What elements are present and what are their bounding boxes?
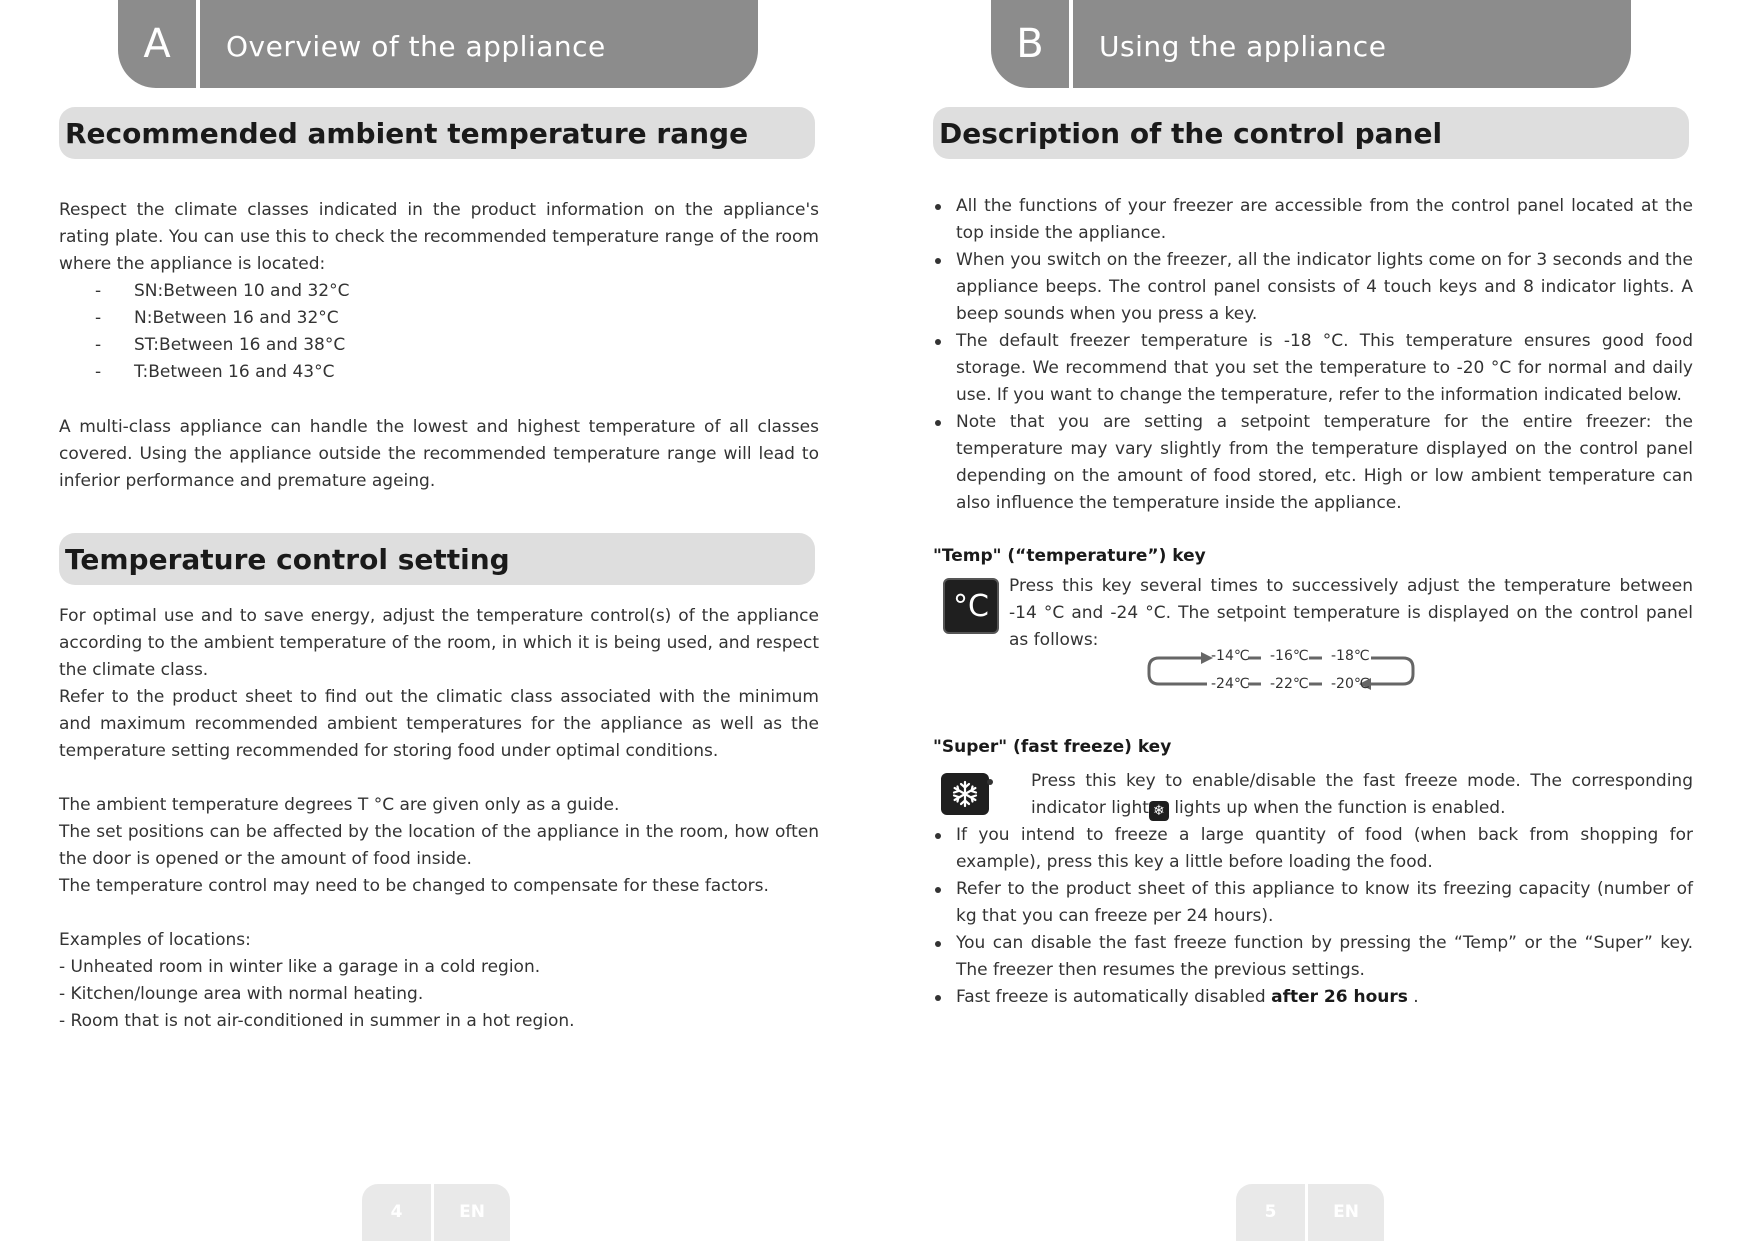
bullet-item <box>985 768 1693 822</box>
heading-control-panel: Description of the control panel <box>933 107 1689 159</box>
cycle-temp-minus-20: -20℃ <box>1331 676 1370 692</box>
cycle-temp-minus-16: -16℃ <box>1270 648 1309 664</box>
super-key-title: "Super" (fast freeze) key <box>933 737 1172 757</box>
cycle-temp-minus-24: -24℃ <box>1211 676 1250 692</box>
bullet-item: If you intend to freeze a large quantity of food (when back from shopping for example), press this key a little before loading the food. <box>933 822 1693 876</box>
climate-class-item: - SN:Between 10 and 32°C <box>59 278 819 305</box>
cycle-temp-minus-18: -18℃ <box>1331 648 1370 664</box>
guide-line: The set positions can be affected by the location of the appliance in the room, how often the door is opened or the amount of food inside. <box>59 822 819 869</box>
bullet-item <box>933 984 1693 1011</box>
bullet-item: You can disable the fast freeze function by pressing the “Temp” or the “Super” key. The freezer then resumes the previous settings. <box>933 930 1693 984</box>
control-paragraph-2: Refer to the product sheet to find out the climatic class associated with the minimum and maximum recommended ambient temperatures for the appliance as well as the temperature setting recommended for storing food under optimal conditions. <box>59 687 819 761</box>
page-number: 5 <box>1236 1184 1308 1241</box>
temp-key-description: Press this key several times to successively adjust the temperature between -14 °C and -24 °C. The setpoint temperature is displayed on the control panel as follows: <box>1009 576 1693 650</box>
snowflake-icon <box>941 773 989 815</box>
cycle-temp-minus-22: -22℃ <box>1270 676 1309 692</box>
examples-block <box>59 927 819 1035</box>
guide-line: The temperature control may need to be changed to compensate for these factors. <box>59 876 769 896</box>
control-paragraph-1: For optimal use and to save energy, adjust the temperature control(s) of the appliance according to the ambient temperature of the room, in which it is being used, and respect the climate class. <box>59 606 819 680</box>
fast-freeze-indicator-icon: ❄ <box>1149 801 1169 821</box>
section-title: Using the appliance <box>1099 30 1387 63</box>
bullet-item: Note that you are setting a setpoint temperature for the entire freezer: the temperature may vary slightly from the temperature displayed on the control panel depending on the amount of food stored, etc. High or low ambient temperature can also influence the temperature inside the appliance. <box>933 409 1693 517</box>
examples-line: - Unheated room in winter like a garage in a cold region. <box>59 957 541 977</box>
super-first-text-a: Press this key to enable/disable the fast freeze mode. The corresponding indicator light <box>1031 771 1693 818</box>
super-first-text-b: lights up when the function is enabled. <box>1168 798 1506 818</box>
bullet-item: When you switch on the freezer, all the indicator lights come on for 3 seconds and the appliance beeps. The control panel consists of 4 touch keys and 8 indicator lights. A beep sounds when you press a key. <box>933 247 1693 328</box>
footer-page-5 <box>1236 1184 1384 1241</box>
heading-temperature-control: Temperature control setting <box>59 533 815 585</box>
temp-key-icon-label: °C <box>953 588 989 624</box>
examples-line: - Room that is not air-conditioned in summer in a hot region. <box>59 1011 575 1031</box>
bullet-item: All the functions of your freezer are accessible from the control panel located at the top inside the appliance. <box>933 193 1693 247</box>
climate-class-item: - ST:Between 16 and 38°C <box>59 332 819 359</box>
guide-line: The ambient temperature degrees T °C are given only as a guide. <box>59 795 620 815</box>
language-code: EN <box>1333 1202 1359 1222</box>
page-number: 4 <box>362 1184 434 1241</box>
climate-class-list <box>59 278 819 386</box>
super-key-bullets <box>933 822 1693 1011</box>
snowflake-glyph <box>950 779 980 809</box>
heading-ambient-temperature: Recommended ambient temperature range <box>59 107 815 159</box>
temp-key-title: "Temp" (“temperature”) key <box>933 546 1206 566</box>
section-title: Overview of the appliance <box>226 30 606 63</box>
ambient-intro-block <box>59 197 819 386</box>
section-tab-a <box>118 0 758 88</box>
section-letter: A <box>118 0 200 88</box>
section-letter: B <box>991 0 1073 88</box>
section-tab-b <box>991 0 1631 88</box>
ambient-intro: Respect the climate classes indicated in the product information on the appliance's rating plate. You can use this to check the recommended temperature range of the room where the appliance is located: <box>59 200 819 274</box>
climate-class-item: - T:Between 16 and 43°C <box>59 359 819 386</box>
cycle-temp-minus-14: -14℃ <box>1211 648 1250 664</box>
footer-page-4 <box>362 1184 510 1241</box>
bullet-item: Refer to the product sheet of this appliance to know its freezing capacity (number of kg that you can freeze per 24 hours). <box>933 876 1693 930</box>
examples-line: - Kitchen/lounge area with normal heating. <box>59 984 424 1004</box>
thermometer-celsius-icon <box>943 578 999 634</box>
last-bullet-bold: after 26 hours <box>1271 987 1408 1007</box>
guide-paragraph <box>59 792 819 900</box>
climate-class-item: - N:Between 16 and 32°C <box>59 305 819 332</box>
super-key-first-bullet <box>1008 768 1693 822</box>
last-bullet-text: Fast freeze is automatically disabled <box>956 987 1272 1007</box>
language-code: EN <box>459 1202 485 1222</box>
control-panel-bullets <box>933 193 1693 517</box>
multiclass-paragraph: A multi-class appliance can handle the lowest and highest temperature of all classes covered. Using the appliance outside the recommended temperature range will lead to inferior performance and premature ageing. <box>59 417 819 491</box>
last-bullet-end: . <box>1407 987 1419 1007</box>
examples-line: Examples of locations: <box>59 930 251 950</box>
bullet-item: The default freezer temperature is -18 °C. This temperature ensures good food storage. We recommend that you set the temperature to -20 °C for normal and daily use. If you want to change the temperature, refer to the information indicated below. <box>933 328 1693 409</box>
